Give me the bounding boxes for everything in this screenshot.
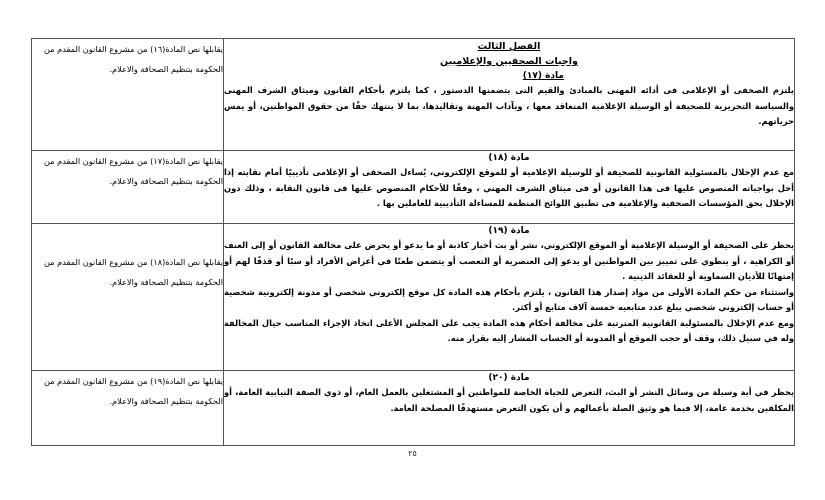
- page-number: ٢٥: [408, 449, 417, 458]
- note-text: يقابلها نص المادة(١٩) من مشروع القانون المقدم من الحكومة بتنظيم الصحافة والاعلام.: [43, 376, 223, 406]
- article-cell: [224, 39, 795, 151]
- table-row: [32, 39, 795, 151]
- law-articles-table: [31, 38, 795, 446]
- article-number: مادة (١٧): [522, 71, 564, 81]
- chapter-subtitle: واجبات الصحفيين والإعلاميين: [440, 56, 578, 67]
- article-cell: [224, 371, 795, 446]
- note-text: يقابلها نص المادة(١٦) من مشروع القانون المقدم من الحكومة بتنظيم الصحافة والاعلام.: [43, 44, 223, 74]
- article-number: مادة (١٩): [488, 226, 530, 236]
- chapter-title: الفصل الثالث: [477, 41, 541, 52]
- article-body: [224, 165, 794, 212]
- article-cell: [224, 151, 795, 224]
- article-paragraph: يحظر في أية وسيلة من وسائل النشر أو البث، التعرض للحياة الخاصة للمواطنين أو المشتغلين بالعمل العام، أو ذوي الصفة النيابية العامة، أو المكلفين بخدمة عامة، إلا فيما هو وثيق الصلة بأعمالهم و أن يكون التعرض مستهدفًا المصلحة العامة.: [224, 387, 794, 413]
- article-paragraph: مع عدم الإخلال بالمسئولية القانونية للصحيفة أو للوسيلة الإعلامية أو للموقع الإلكتروني، يُساءل الصحفى أو الإعلامى تأديبيًا أمام نقابته إذا أخل بواجباته المنصوص عليها فى هذا القانون أو فى ميثاق الشرف المهني ، وفقًا للأحكام المنصوص عليها فى قانون النقابة ، وذلك دون الإخلال بحق المؤسسات الصحفية والإعلامية فى تطبيق اللوائح المنظمة للمساءلة التأديبية للعاملين بها .: [224, 167, 794, 208]
- note-cell: [32, 224, 224, 371]
- table-row: [32, 371, 795, 446]
- note-cell: [32, 151, 224, 224]
- note-text: يقابلها نص المادة(١٨) من مشروع القانون المقدم من الحكومة بتنظيم الصحافة والاعلام.: [43, 257, 223, 287]
- table-row: [32, 151, 795, 224]
- note-text: يقابلها نص المادة(١٧) من مشروع القانون المقدم من الحكومة بتنظيم الصحافة والاعلام.: [43, 156, 223, 186]
- article-paragraph: واستثناء من حكم المادة الأولى من مواد إصدار هذا القانون ، يلتزم بأحكام هذه المادة كل موقع إلكتروني شخصي أو مدونة إلكترونية شخصية أو حساب إلكتروني شخصي يبلغ عدد متابعيه خمسة آلاف متابع أو أكثر.: [224, 286, 794, 312]
- article-body: [224, 385, 794, 416]
- article-body: [224, 238, 794, 347]
- article-body: [224, 83, 794, 130]
- article-paragraph: ومع عدم الإخلال بالمسئولية القانونية المترتبة على مخالفة أحكام هذه المادة يجب على المجلس الأعلى اتخاذ الإجراء المناسب حيال المخالفة وله في سبيل ذلك، وقف أو حجب الموقع أو المدونة أو الحساب المشار إليه بقرار منه.: [224, 317, 794, 343]
- article-paragraph: يحظر على الصحيفة أو الوسيلة الإعلامية أو الموقع الإلكتروني، نشر أو بث أخبار كاذبة أو ما يدعو أو يحرض على مخالفة القانون أو إلى العنف أو الكراهية ، أو ينطوي على تمييز بين المواطنين أو يدعو إلى العنصرية أو التعصب أو يتضمن طعنًا في أعراض الأفراد أو سبًا أو قذفًا لهم أو إمتهانًا للأديان السماوية أو للعقائد الدينية .: [224, 240, 794, 281]
- note-cell: [32, 371, 224, 446]
- article-cell: [224, 224, 795, 371]
- article-paragraph: يلتزم الصحفى أو الإعلامى فى أدائه المهنى بالمبادئ والقيم التى يتضمنها الدستور ، كما يلتزم بأحكام القانون وميثاق الشرف المهنى والسياسة التحريرية للصحيفة أو الوسيلة الإعلامية المتعاقد معها ، وبآداب المهنة وتقاليدها، بما لا ينتهك حقًا من حقوق المواطنين، أو يمس حرياتهم.: [224, 85, 794, 126]
- table-row: [32, 224, 795, 371]
- article-number: مادة (٢٠): [488, 373, 530, 383]
- article-number: مادة (١٨): [488, 153, 530, 163]
- note-cell: [32, 39, 224, 151]
